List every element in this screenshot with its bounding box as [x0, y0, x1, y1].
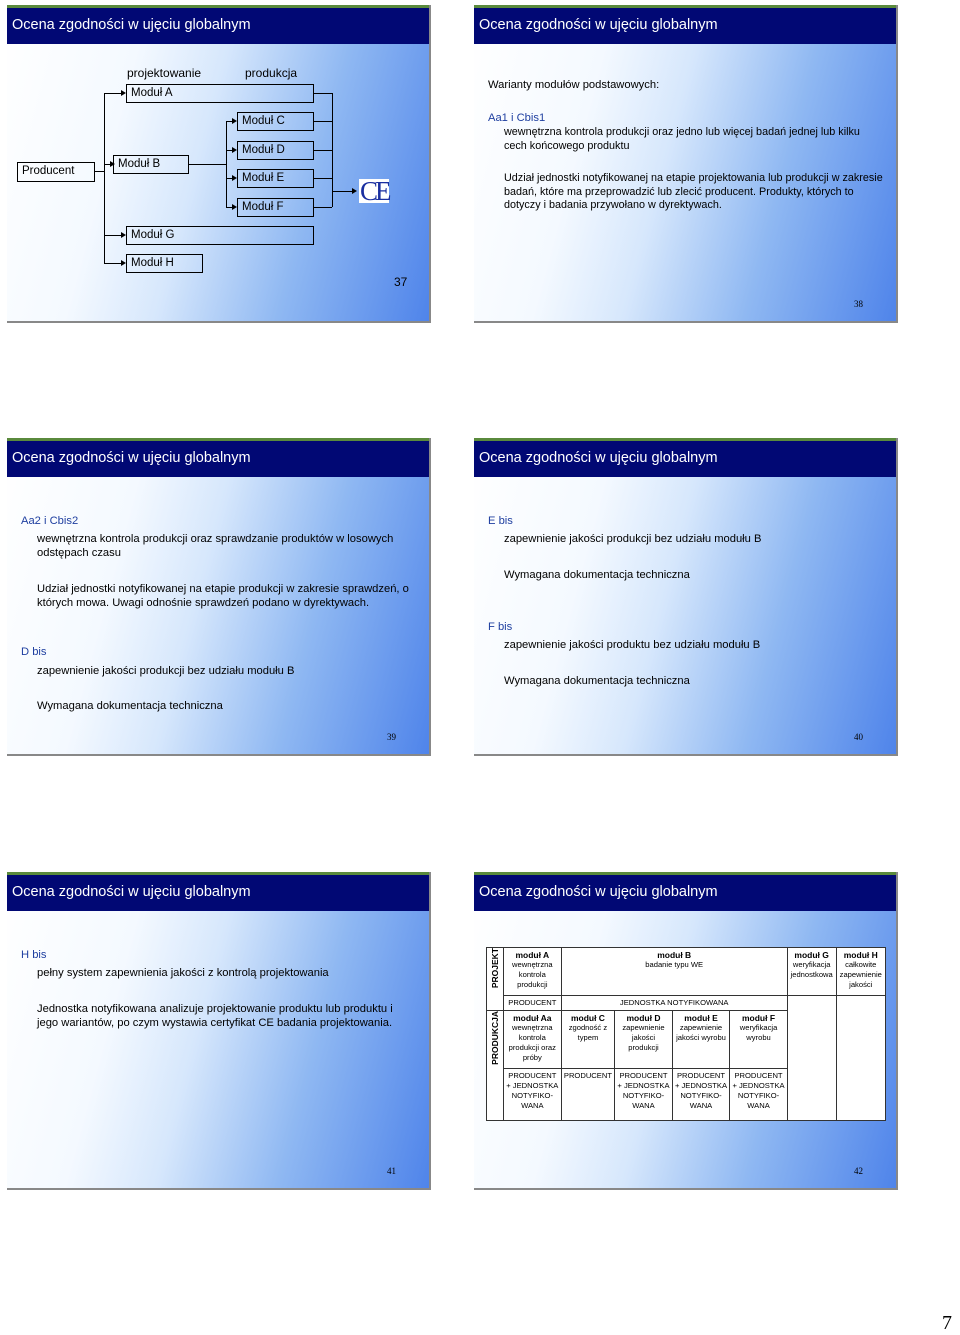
slide-number: 37 [394, 275, 408, 289]
label-production: produkcja [245, 66, 298, 80]
slide-number: 39 [387, 732, 396, 742]
cell-module-f: moduł F weryfikacja wyrobu [730, 1011, 788, 1069]
slide-title: Ocena zgodności w ujęciu globalnym [479, 884, 718, 900]
documentation-note-e: Wymagana dokumentacja techniczna [504, 569, 690, 581]
slide-38 [474, 5, 898, 323]
producer-box: Producent [17, 162, 95, 182]
slide-39 [7, 438, 431, 756]
module-e-box: Moduł E [237, 169, 314, 188]
cell-module-b: moduł B badanie typu WE [561, 948, 787, 996]
notified-body-desc: Udział jednostki notyfikowanej na etapie projektowania lub produkcji w zakresie badań, które ma przeprowadzić lub zlecić producent. Produkty, których to dotyczy i badania przywołano w dyrektywach. [504, 172, 883, 211]
slide-title-bar [7, 441, 429, 477]
module-b-box: Moduł B [113, 155, 189, 174]
variant-heading-h-bis: H bis [21, 949, 47, 961]
module-d-box: Moduł D [237, 141, 314, 160]
notified-body-desc: Udział jednostki notyfikowanej na etapie produkcji w zakresie sprawdzeń, o których mowa. Uwagi odnośnie sprawdzeń podano w dyrektywach. [37, 583, 409, 609]
module-g-box: Moduł G [126, 226, 314, 245]
slide-number: 41 [387, 1166, 396, 1176]
module-a-box: Moduł A [126, 84, 314, 103]
slide-title-bar [474, 8, 896, 44]
slide-title-bar [7, 8, 429, 44]
slide-number: 42 [854, 1166, 863, 1176]
slide-title: Ocena zgodności w ujęciu globalnym [479, 17, 718, 33]
cell-module-g: moduł G weryfikacja jednostkowa [787, 948, 836, 996]
variant-desc: wewnętrzna kontrola produkcji oraz sprawdzanie produktów w losowych odstępach czasu [37, 533, 394, 559]
d-bis-desc: zapewnienie jakości produkcji bez udziału modułu B [37, 665, 295, 677]
documentation-note: Wymagana dokumentacja techniczna [37, 700, 223, 712]
module-table [486, 947, 886, 1121]
intro-text: Warianty modułów podstawowych: [488, 79, 660, 91]
cell-empty [836, 996, 886, 1121]
cell-producer-notified: PRODUCENT + JEDNOSTKA NOTYFIKO-WANA [504, 1069, 562, 1121]
cell-module-aa: moduł Aa wewnętrzna kontrola produkcji oraz próby [504, 1011, 562, 1069]
cell-producer-notified: PRODUCENT + JEDNOSTKA NOTYFIKO-WANA [730, 1069, 788, 1121]
cell-module-a: moduł A wewnętrzna kontrola produkcji [504, 948, 562, 996]
variant-heading-f-bis: F bis [488, 621, 513, 633]
row-header-production: PRODUKCJA [487, 1011, 504, 1121]
cell-empty [787, 996, 836, 1121]
module-c-box: Moduł C [237, 112, 314, 131]
cell-module-h: moduł H całkowite zapewnienie jakości [836, 948, 886, 996]
e-bis-desc: zapewnienie jakości produkcji bez udziału modułu B [504, 533, 762, 545]
module-h-box: Moduł H [126, 254, 203, 273]
slide-title: Ocena zgodności w ujęciu globalnym [12, 884, 251, 900]
cell-module-e: moduł E zapewnienie jakości wyrobu [672, 1011, 730, 1069]
cell-module-c: moduł C zgodność z typem [561, 1011, 615, 1069]
cell-producer-notified: PRODUCENT + JEDNOSTKA NOTYFIKO-WANA [615, 1069, 673, 1121]
slide-title: Ocena zgodności w ujęciu globalnym [12, 17, 251, 33]
slide-42 [474, 872, 898, 1190]
slide-number: 38 [854, 299, 863, 309]
cell-producer: PRODUCENT [504, 996, 562, 1011]
h-bis-desc: pełny system zapewnienia jakości z kontrolą projektowania [37, 967, 329, 979]
cell-module-d: moduł D zapewnienie jakości produkcji [615, 1011, 673, 1069]
label-design: projektowanie [127, 66, 202, 80]
f-bis-desc: zapewnienie jakości produktu bez udziału modułu B [504, 639, 761, 651]
cell-notified-body: JEDNOSTKA NOTYFIKOWANA [561, 996, 787, 1011]
slide-title-bar [7, 875, 429, 911]
variant-heading: Aa2 i Cbis2 [21, 515, 79, 527]
variant-heading-d-bis: D bis [21, 646, 47, 658]
slide-40 [474, 438, 898, 756]
slide-41 [7, 872, 431, 1190]
slide-title: Ocena zgodności w ujęciu globalnym [12, 450, 251, 466]
slide-title-bar [474, 441, 896, 477]
variant-heading: Aa1 i Cbis1 [488, 112, 546, 124]
page-number: 7 [942, 1312, 952, 1334]
slide-title: Ocena zgodności w ujęciu globalnym [479, 450, 718, 466]
ce-mark-icon: CE [360, 176, 389, 206]
slide-number: 40 [854, 732, 863, 742]
module-f-box: Moduł F [237, 198, 314, 217]
slide-37 [7, 5, 431, 323]
variant-heading-e-bis: E bis [488, 515, 513, 527]
slide-title-bar [474, 875, 896, 911]
variant-desc: wewnętrzna kontrola produkcji oraz jedno lub więcej badań jednej lub kilku cech końcowego produktu [504, 126, 860, 152]
row-header-design: PROJEKT [487, 948, 504, 1011]
documentation-note-f: Wymagana dokumentacja techniczna [504, 675, 690, 687]
notified-body-desc: Jednostka notyfikowana analizuje projektowanie produktu lub produktu i jego wariantów, po czym wystawia certyfikat CE badania projektowania. [37, 1003, 393, 1029]
cell-producer: PRODUCENT [561, 1069, 615, 1121]
cell-producer-notified: PRODUCENT + JEDNOSTKA NOTYFIKO-WANA [672, 1069, 730, 1121]
